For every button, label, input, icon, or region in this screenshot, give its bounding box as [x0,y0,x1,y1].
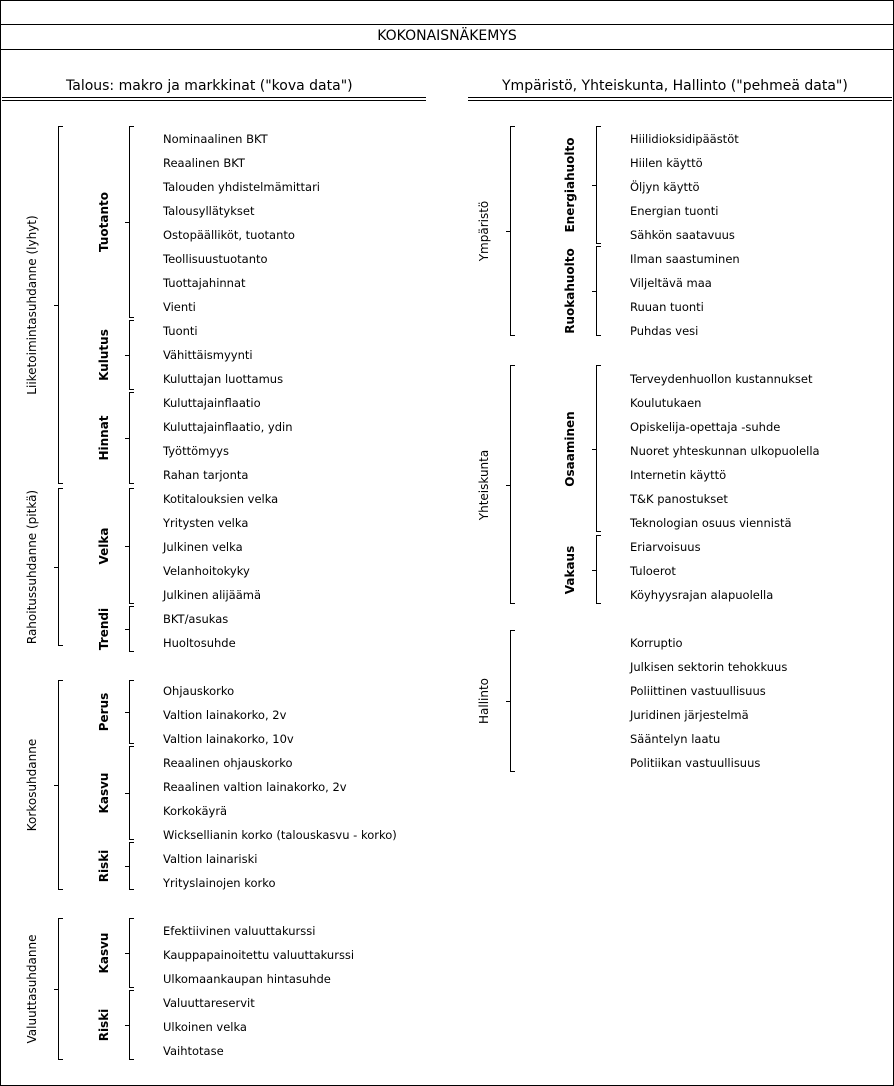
left-item: Julkinen alijäämä [163,588,262,602]
left-item: Kuluttajan luottamus [163,372,284,386]
left-item: Vienti [163,300,196,314]
left-inner-label: Kasvu [97,932,111,974]
left-item: Rahan tarjonta [163,468,249,482]
left-item: Työttömyys [163,444,229,458]
left-inner-label: Trendi [97,607,111,651]
right-section-heading: Ympäristö, Yhteiskunta, Hallinto ("pehmeä data") [502,78,848,94]
right-outer-bracket-tick [506,701,510,702]
right-item: Puhdas vesi [630,324,699,338]
right-outer-bracket-tick [506,485,510,486]
right-item: Energian tuonti [630,204,719,218]
right-outer-bracket [510,630,515,772]
left-item: Kuluttajainflaatio [163,396,261,410]
right-item: Hiilidioksidipäästöt [630,132,739,146]
right-item: Poliittinen vastuullisuus [630,684,766,698]
right-item: Koulutukaen [630,396,702,410]
title-bottom-rule [0,49,894,50]
right-outer-label: Ympäristö [477,200,491,262]
left-inner-label: Tuotanto [97,191,111,253]
right-item: Juridinen järjestelmä [630,708,749,722]
left-item: Ulkomaankaupan hintasuhde [163,972,331,986]
left-item: Teollisuustuotanto [163,252,268,266]
title-top-rule [0,24,894,25]
left-inner-bracket [129,126,134,318]
left-item: Velanhoitokyky [163,564,250,578]
left-outer-label: Liiketoimintasuhdanne (lyhyt) [25,215,39,395]
right-item: Hiilen käyttö [630,156,703,170]
left-inner-bracket [129,746,134,840]
left-item: Ulkoinen velka [163,1020,247,1034]
left-item: Ohjauskorko [163,684,235,698]
right-inner-label: Ruokahuolto [563,248,577,334]
right-inner-label: Vakaus [563,545,577,595]
left-inner-bracket-tick [125,953,129,954]
left-inner-bracket [129,990,134,1060]
left-inner-bracket [129,488,134,604]
left-inner-bracket-tick [125,222,129,223]
left-outer-label: Rahoitussuhdanne (pitkä) [25,489,39,645]
left-inner-label: Riski [97,1008,111,1042]
left-item: Kuluttajainflaatio, ydin [163,420,293,434]
left-outer-bracket-tick [54,989,58,990]
left-inner-bracket-tick [125,1025,129,1026]
left-inner-bracket [129,606,134,652]
right-item: Öljyn käyttö [630,180,700,194]
left-item: Reaalinen ohjauskorko [163,756,293,770]
left-item: Talousyllätykset [163,204,255,218]
left-item: Yrityslainojen korko [163,876,276,890]
right-item: Korruptio [630,636,683,650]
left-inner-label: Kasvu [97,772,111,814]
right-item: Internetin käyttö [630,468,727,482]
left-item: Huoltosuhde [163,636,236,650]
right-item: Ilman saastuminen [630,252,740,266]
left-inner-bracket-tick [125,355,129,356]
left-inner-label: Perus [97,692,111,732]
right-item: Teknologian osuus viennistä [630,516,792,530]
page-title: KOKONAISNÄKEMYS [377,28,517,44]
right-inner-label: Energiahuolto [563,137,577,233]
left-inner-label: Velka [97,527,111,565]
left-item: Wicksellianin korko (talouskasvu - korko) [163,828,397,842]
right-inner-bracket-tick [592,570,596,571]
left-outer-bracket-tick [54,567,58,568]
right-item: Opiskelija-opettaja -suhde [630,420,781,434]
left-outer-label: Valuuttasuhdanne [25,934,39,1044]
right-heading-rule-1 [468,97,892,98]
left-item: Kotitalouksien velka [163,492,279,506]
left-item: Valtion lainariski [163,852,258,866]
left-outer-label: Korkosuhdanne [25,738,39,832]
right-item: Ruuan tuonti [630,300,704,314]
left-outer-bracket-tick [54,305,58,306]
left-item: Kauppapainoitettu valuuttakurssi [163,948,355,962]
right-outer-bracket [510,365,515,604]
left-inner-bracket-tick [125,438,129,439]
right-item: Tuloerot [630,564,676,578]
right-heading-rule-2 [468,100,892,101]
left-inner-bracket [129,320,134,390]
right-outer-bracket [510,126,515,336]
left-item: Reaalinen BKT [163,156,245,170]
right-inner-bracket-tick [592,185,596,186]
right-item: Viljeltävä maa [630,276,712,290]
left-inner-bracket-tick [125,793,129,794]
left-inner-label: Hinnat [97,415,111,461]
right-item: Sähkön saatavuus [630,228,735,242]
right-inner-bracket [596,126,601,244]
left-inner-label: Kulutus [97,329,111,381]
right-item: Eriarvoisuus [630,540,701,554]
left-inner-bracket [129,842,134,890]
right-outer-label: Hallinto [477,677,491,725]
left-inner-bracket-tick [125,866,129,867]
right-item: Sääntelyn laatu [630,732,721,746]
left-item: Yritysten velka [163,516,249,530]
right-inner-bracket [596,246,601,336]
right-item: Politiikan vastuullisuus [630,756,761,770]
right-outer-label: Yhteiskunta [477,449,491,521]
left-item: Korkokäyrä [163,804,228,818]
left-item: Tuottajahinnat [163,276,246,290]
left-section-heading: Talous: makro ja markkinat ("kova data") [66,78,353,94]
left-item: Vaihtotase [163,1044,224,1058]
left-item: Julkinen velka [163,540,243,554]
left-inner-bracket-tick [125,546,129,547]
left-item: Talouden yhdistelmämittari [163,180,321,194]
right-item: Terveydenhuollon kustannukset [630,372,813,386]
left-outer-bracket [58,126,63,484]
left-item: Valtion lainakorko, 10v [163,732,294,746]
right-inner-bracket [596,365,601,532]
right-inner-bracket-tick [592,291,596,292]
left-heading-rule-2 [2,100,426,101]
left-heading-rule-1 [2,97,426,98]
right-item: T&K panostukset [630,492,728,506]
left-item: Valtion lainakorko, 2v [163,708,287,722]
left-inner-bracket [129,680,134,744]
left-item: Efektiivinen valuuttakurssi [163,924,316,938]
left-outer-bracket-tick [54,785,58,786]
right-inner-bracket-tick [592,449,596,450]
left-item: Tuonti [163,324,198,338]
right-inner-label: Osaaminen [563,411,577,487]
left-outer-bracket [58,680,63,890]
left-item: BKT/asukas [163,612,229,626]
left-inner-label: Riski [97,849,111,883]
left-outer-bracket [58,918,63,1060]
left-item: Nominaalinen BKT [163,132,268,146]
right-item: Köyhyysrajan alapuolella [630,588,774,602]
left-item: Ostopäälliköt, tuotanto [163,228,295,242]
left-inner-bracket-tick [125,712,129,713]
left-inner-bracket-tick [125,629,129,630]
left-inner-bracket [129,918,134,988]
right-item: Julkisen sektorin tehokkuus [630,660,788,674]
right-item: Nuoret yhteskunnan ulkopuolella [630,444,820,458]
left-inner-bracket [129,392,134,484]
right-inner-bracket [596,535,601,604]
left-item: Valuuttareservit [163,996,255,1010]
left-outer-bracket [58,488,63,646]
right-outer-bracket-tick [506,231,510,232]
left-item: Vähittäismyynti [163,348,253,362]
left-item: Reaalinen valtion lainakorko, 2v [163,780,347,794]
